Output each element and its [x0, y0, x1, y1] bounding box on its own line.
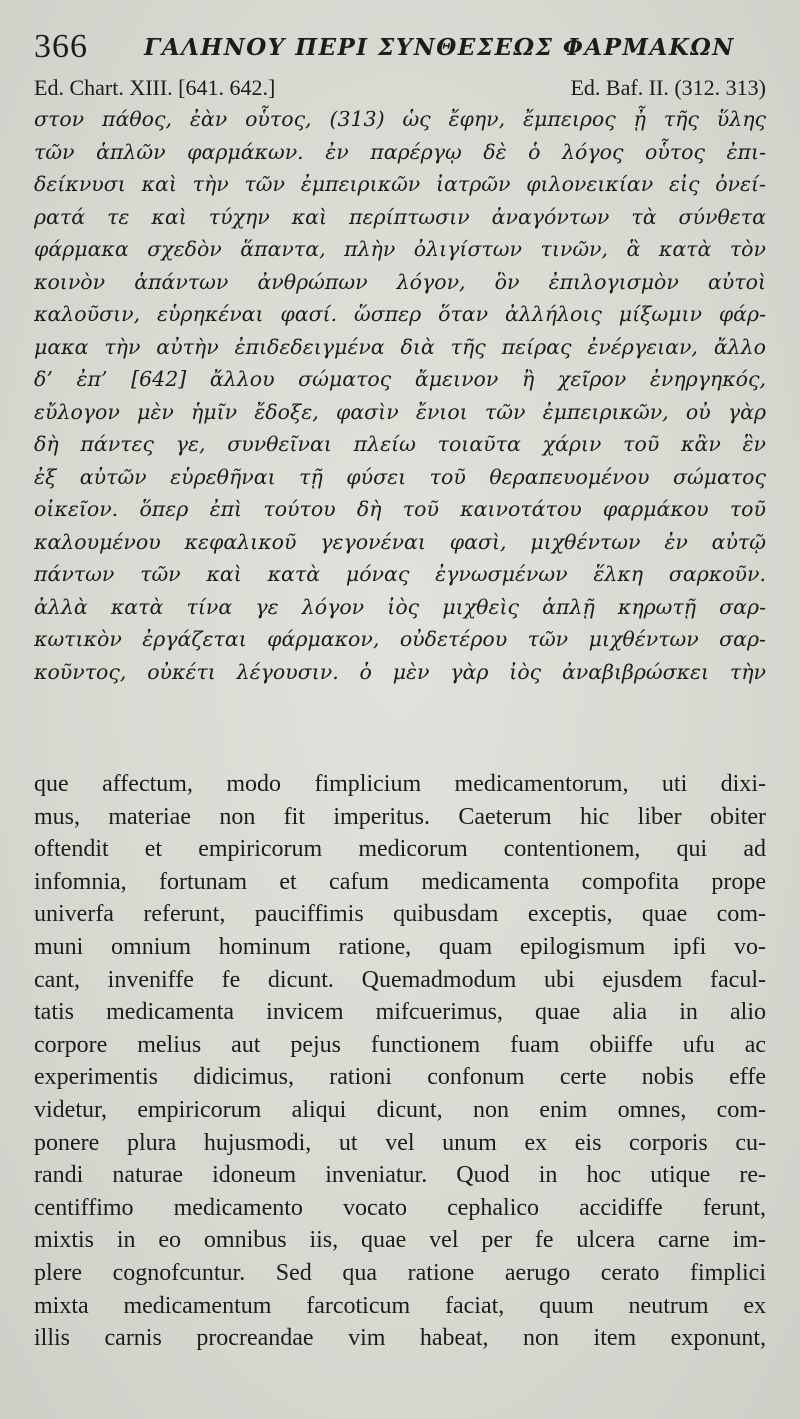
greek-text-block [34, 103, 766, 688]
edition-reference-basel: Ed. Baf. II. (312. 313) [570, 75, 766, 100]
latin-text-block [34, 768, 766, 1355]
greek-text-line: πάντων τῶν καὶ κατὰ μόνας ἐγνωσμένων ἕλκη σαρκοῦν. [34, 562, 766, 586]
latin-text-line: videtur, empiricorum aliqui dicunt, non enim omnes, com- [34, 1096, 766, 1123]
latin-text-line: centiffimo medicamento vocato cephalico accidiffe ferunt, [34, 1194, 766, 1221]
latin-text-line: ponere plura hujusmodi, ut vel unum ex eis corporis cu- [34, 1129, 766, 1156]
latin-text-line: corpore melius aut pejus functionem fuam obiiffe ufu ac [34, 1031, 766, 1058]
edition-references [34, 74, 766, 104]
latin-text-line: randi naturae idoneum inveniatur. Quod in hoc utique re- [34, 1162, 766, 1189]
greek-text-line: εὔλογον μὲν ἡμῖν ἔδοξε, φασὶν ἔνιοι τῶν ἐμπειρικῶν, οὐ γὰρ [34, 399, 766, 424]
greek-text-line: δὴ πάντες γε, συνθεῖναι πλείω τοιαῦτα χάριν τοῦ κἂν ἓν [34, 432, 766, 456]
greek-text-line: καλουμένου κεφαλικοῦ γεγονέναι φασὶ, μιχθέντων ἐν αὐτῷ [34, 529, 766, 554]
greek-text-line: καλοῦσιν, εὑρηκέναι φασί. ὥσπερ ὅταν ἀλλήλοις μίξωμιν φάρ- [34, 302, 766, 326]
latin-text-line: oftendit et empiricorum medicorum contentionem, qui ad [34, 836, 766, 863]
greek-text-line: δ’ ἐπ’ [642] ἄλλου σώματος ἄμεινον ἢ χεῖρον ἐνηργηκός, [34, 367, 766, 391]
greek-text-line: μακα τὴν αὐτὴν ἐπιδεδειγμένα διὰ τῆς πείρας ἐνέργειαν, ἄλλο [34, 334, 766, 359]
page-header [34, 28, 774, 68]
latin-text-line: mus, materiae non fit imperitus. Caeterum hic liber obiter [34, 803, 766, 830]
latin-text-line: mixtis in eo omnibus iis, quae vel per fe ulcera carne im- [34, 1227, 766, 1254]
greek-text-line: κοῦντος, οὐκέτι λέγουσιν. ὁ μὲν γὰρ ἰὸς ἀναβιβρώσκει τὴν [34, 659, 766, 684]
running-title: ΓΑΛΗΝΟΥ ΠΕΡΙ ΣΥΝΘΕΣΕΩΣ ΦΑΡΜΑΚΩΝ [144, 34, 735, 61]
greek-text-line: οἰκεῖον. ὅπερ ἐπὶ τούτου δὴ τοῦ καινοτάτου φαρμάκου τοῦ [34, 497, 766, 521]
latin-text-line: cant, inveniffe fe dicunt. Quemadmodum ubi ejusdem facul- [34, 966, 766, 993]
latin-text-line: mixta medicamentum farcoticum faciat, quum neutrum ex [34, 1292, 766, 1319]
latin-text-line: plere cognofcuntur. Sed qua ratione aerugo cerato fimplici [34, 1259, 766, 1286]
greek-text-line: ἀλλὰ κατὰ τίνα γε λόγον ἰὸς μιχθεὶς ἁπλῇ κηρωτῇ σαρ- [34, 594, 766, 619]
latin-text-line: experimentis didicimus, rationi confonum certe nobis effe [34, 1064, 766, 1091]
latin-text-line: que affectum, modo fimplicium medicamentorum, uti dixi- [34, 771, 766, 797]
greek-text-line: κωτικὸν ἐργάζεται φάρμακον, οὐδετέρου τῶν μιχθέντων σαρ- [34, 627, 766, 651]
greek-text-line: φάρμακα σχεδὸν ἅπαντα, πλὴν ὀλιγίστων τινῶν, ἃ κατὰ τὸν [34, 237, 766, 261]
latin-text-line: infomnia, fortunam et cafum medicamenta compofita prope [34, 868, 766, 895]
latin-text-line: tatis medicamenta invicem mifcuerimus, quae alia in alio [34, 999, 766, 1026]
latin-text-line: univerfa referunt, pauciffimis quibusdam exceptis, quae com- [34, 901, 766, 928]
latin-text-line: illis carnis procreandae vim habeat, non item exponunt, [34, 1325, 766, 1352]
greek-text-line: στον πάθος, ἐὰν οὗτος, (313) ὡς ἔφην, ἔμπειρος ᾖ τῆς ὕλης [34, 107, 766, 131]
page-number: 366 [34, 28, 88, 65]
greek-text-line: τῶν ἁπλῶν φαρμάκων. ἐν παρέργῳ δὲ ὁ λόγος οὗτος ἐπι- [34, 139, 766, 164]
edition-reference-chartier: Ed. Chart. XIII. [641. 642.] [34, 75, 276, 100]
greek-text-line: ρατά τε καὶ τύχην καὶ περίπτωσιν ἀναγόντων τὰ σύνθετα [34, 204, 766, 229]
greek-text-line: ἐξ αὐτῶν εὑρεθῆναι τῇ φύσει τοῦ θεραπευομένου σώματος [34, 464, 766, 489]
greek-text-line: δείκνυσι καὶ τὴν τῶν ἐμπειρικῶν ἰατρῶν φιλονεικίαν εἰς ὀνεί- [34, 172, 766, 196]
latin-text-line: muni omnium hominum ratione, quam epilogismum ipfi vo- [34, 933, 766, 960]
greek-text-line: κοινὸν ἁπάντων ἀνθρώπων λόγον, ὃν ἐπιλογισμὸν αὐτοὶ [34, 269, 766, 294]
